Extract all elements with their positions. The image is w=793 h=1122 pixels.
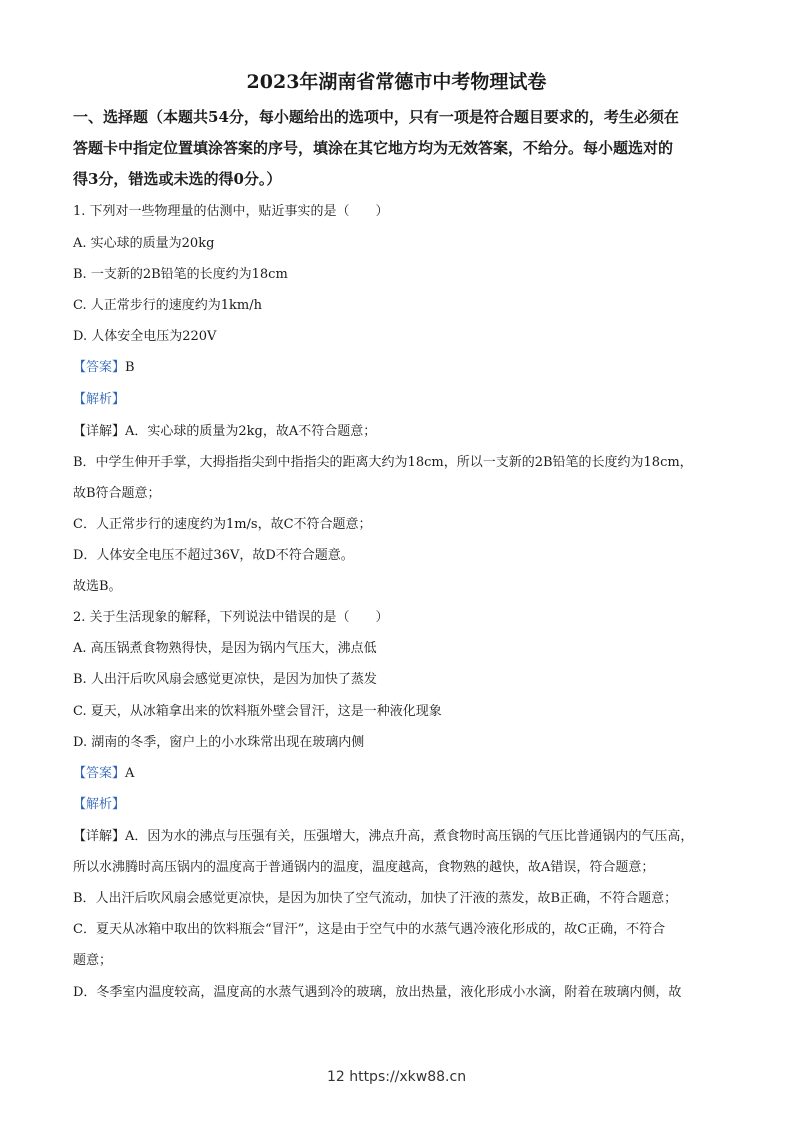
detail-tag: 【详解】 bbox=[73, 424, 126, 439]
question-2-detail-line: C．夏天从冰箱中取出的饮料瓶会“冒汗”，这是由于空气中的水蒸气遇冷液化形成的，故C正确，不符合 bbox=[73, 922, 666, 937]
question-1-option-c: C. 人正常步行的速度约为1km/h bbox=[73, 298, 262, 313]
answer-tag: 【答案】 bbox=[73, 360, 126, 375]
question-1-option-b: B. 一支新的2B铅笔的长度约为18cm bbox=[73, 267, 288, 282]
question-1-conclusion: 故选B。 bbox=[73, 579, 122, 594]
question-2-detail-line: D．冬季室内温度较高，温度高的水蒸气遇到冷的玻璃，放出热量，液化形成小水滴，附着在玻璃内侧，故 bbox=[73, 985, 682, 1000]
detail-text: A．因为水的沸点与压强有关，压强增大，沸点升高，煮食物时高压锅的气压比普通锅内的气压高， bbox=[125, 829, 694, 844]
detail-text: A．实心球的质量为2kg，故A不符合题意； bbox=[125, 424, 377, 439]
section-heading-line-1: 一、选择题（本题共54分，每小题给出的选项中，只有一项是符合题目要求的，考生必须在 bbox=[73, 108, 679, 126]
question-1-option-a: A. 实心球的质量为20kg bbox=[73, 236, 215, 251]
question-2-stem: 2. 关于生活现象的解释，下列说法中错误的是（ ） bbox=[73, 610, 389, 625]
page-footer: 12 https://xkw88.cn bbox=[326, 1069, 467, 1085]
detail-tag: 【详解】 bbox=[73, 829, 126, 844]
question-1-detail-line bbox=[73, 423, 723, 441]
page-title: 2023年湖南省常德市中考物理试卷 bbox=[246, 71, 547, 93]
answer-value: B bbox=[125, 360, 135, 375]
answer-value: A bbox=[125, 766, 135, 781]
section-heading-line-2: 答题卡中指定位置填涂答案的序号，填涂在其它地方均为无效答案，不给分。每小题选对的 bbox=[73, 139, 674, 157]
question-2-option-b: B. 人出汗后吹风扇会感觉更凉快，是因为加快了蒸发 bbox=[73, 672, 377, 687]
answer-tag: 【答案】 bbox=[73, 766, 126, 781]
question-2-detail-line bbox=[73, 828, 723, 846]
question-1-option-d: D. 人体安全电压为220V bbox=[73, 329, 217, 344]
question-2-option-c: C. 夏天，从冰箱拿出来的饮料瓶外壁会冒汗，这是一种液化现象 bbox=[73, 704, 442, 719]
question-1-analysis-tag: 【解析】 bbox=[73, 392, 126, 407]
question-2-answer bbox=[73, 765, 723, 783]
question-2-option-a: A. 高压锅煮食物熟得快，是因为锅内气压大，沸点低 bbox=[73, 641, 377, 656]
question-2-analysis-tag: 【解析】 bbox=[73, 797, 126, 812]
question-1-detail-line: B．中学生伸开手掌，大拇指指尖到中指指尖的距离大约为18cm，所以一支新的2B铅笔的长度约为18cm， bbox=[73, 455, 693, 470]
question-1-detail-line: D．人体安全电压不超过36V，故D不符合题意。 bbox=[73, 548, 354, 563]
question-1-stem: 1. 下列对一些物理量的估测中，贴近事实的是（ ） bbox=[73, 204, 389, 219]
question-2-detail-line: 题意； bbox=[73, 953, 113, 968]
question-2-option-d: D. 湖南的冬季，窗户上的小水珠常出现在玻璃内侧 bbox=[73, 735, 365, 750]
question-1-detail-line: 故B符合题意； bbox=[73, 486, 161, 501]
question-2-detail-line: 所以水沸腾时高压锅内的温度高于普通锅内的温度，温度越高，食物熟的越快，故A错误，符合题意； bbox=[73, 860, 655, 875]
section-heading-line-3: 得3分，错选或未选的得0分。） bbox=[73, 170, 282, 188]
question-1-answer bbox=[73, 359, 723, 377]
question-2-detail-line: B．人出汗后吹风扇会感觉更凉快，是因为加快了空气流动，加快了汗液的蒸发，故B正确，不符合题意； bbox=[73, 891, 678, 906]
question-1-detail-line: C．人正常步行的速度约为1m/s，故C不符合题意； bbox=[73, 517, 372, 532]
